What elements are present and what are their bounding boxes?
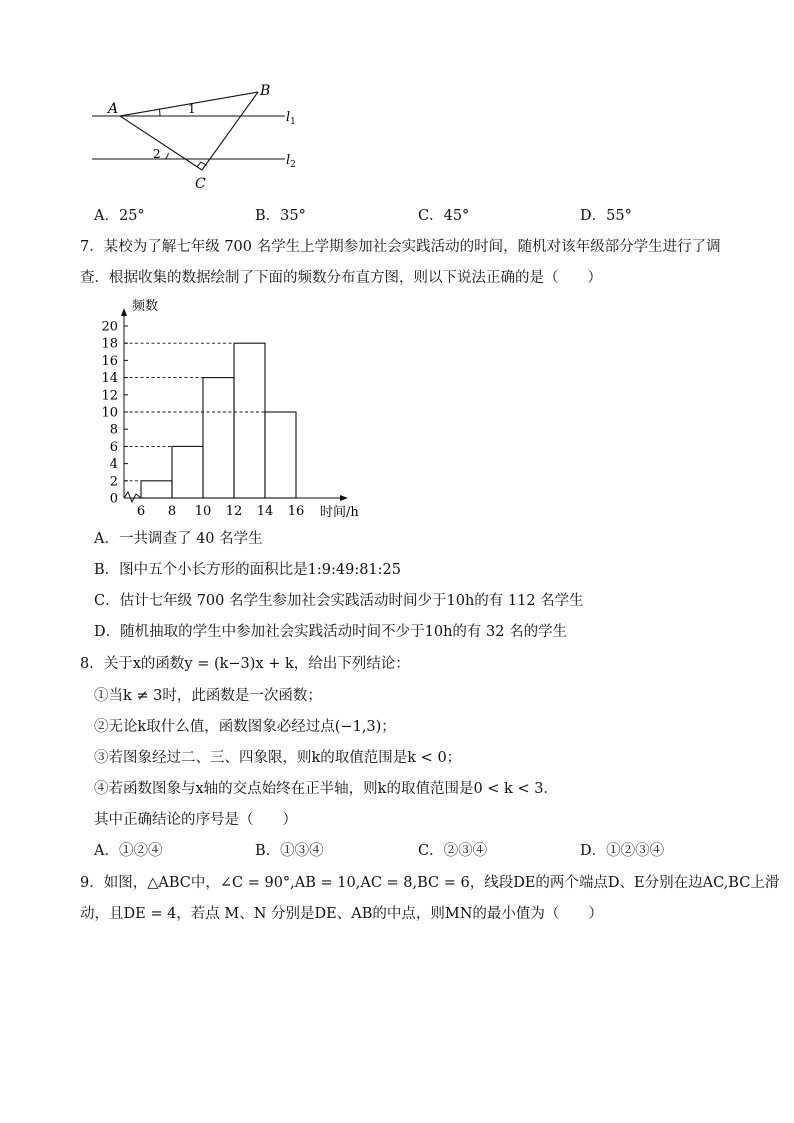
q8-stem: 8．关于x的函数y = (k−3)x + k，给出下列结论： xyxy=(80,656,410,672)
point-C-label: C xyxy=(195,176,206,192)
y-axis-label: 频数 xyxy=(132,299,159,314)
frequency-histogram xyxy=(80,292,380,527)
q8-item-1: ①当k ≠ 3时，此函数是一次函数； xyxy=(94,688,322,704)
y-tick-label: 12 xyxy=(101,388,118,404)
histogram-bar xyxy=(265,412,296,498)
q6-option-c[interactable]: C．45° xyxy=(418,208,470,224)
q8-item-4: ④若函数图象与x轴的交点始终在正半轴，则k的取值范围是0 < k < 3． xyxy=(94,781,558,797)
q8-option-d[interactable]: D．①②③④ xyxy=(580,843,665,859)
x-tick-label: 8 xyxy=(167,504,177,519)
angle-2-label: 2 xyxy=(153,147,161,161)
y-tick-label: 8 xyxy=(109,422,118,438)
point-A-label: A xyxy=(108,101,119,117)
q8-ask: 其中正确结论的序号是（ ） xyxy=(94,812,297,828)
q6-option-d[interactable]: D．55° xyxy=(580,208,632,224)
q8-item-3: ③若图象经过二、三、四象限，则k的取值范围是k < 0； xyxy=(94,750,462,766)
q8-option-a[interactable]: A．①②④ xyxy=(94,843,163,859)
histogram-bar xyxy=(172,446,203,498)
line-l2-label: $l_2$ xyxy=(286,153,296,170)
angle-1-label: 1 xyxy=(188,102,196,116)
q8-option-b[interactable]: B．①③④ xyxy=(255,843,324,859)
q7-option-d[interactable]: D．随机抽取的学生中参加社会实践活动时间不少于10h的有 32 名的学生 xyxy=(94,624,568,640)
x-tick-label: 10 xyxy=(194,504,212,519)
y-tick-label: 6 xyxy=(109,439,118,455)
histogram-bar xyxy=(203,378,234,498)
y-tick-label: 2 xyxy=(109,474,118,490)
y-tick-label: 0 xyxy=(109,491,118,507)
y-tick-label: 20 xyxy=(101,319,118,335)
q7-stem-line1: 7．某校为了解七年级 700 名学生上学期参加社会实践活动的时间，随机对该年级部分学生进行了调 xyxy=(80,239,721,255)
y-tick-label: 16 xyxy=(101,353,118,369)
x-axis-label: 时间/h xyxy=(320,505,359,520)
axis-break xyxy=(124,492,141,502)
y-tick-label: 10 xyxy=(101,405,118,421)
point-B-label: B xyxy=(260,83,271,99)
q6-option-b[interactable]: B．35° xyxy=(255,208,306,224)
q8-item-2: ②无论k取什么值，函数图象必经过点(−1,3)； xyxy=(94,719,396,735)
y-tick-label: 4 xyxy=(109,457,118,473)
q8-option-c[interactable]: C．②③④ xyxy=(418,843,488,859)
x-tick-label: 14 xyxy=(256,504,274,519)
q9-stem-line2: 动，且DE = 4，若点 M、N 分别是DE、AB的中点，则MN的最小值为（ ） xyxy=(80,906,603,922)
x-tick-label: 12 xyxy=(225,504,243,519)
q9-stem-line1: 9．如图，△ABC中，∠C = 90°,AB = 10,AC = 8,BC = 6，线段DE的两个端点D、E分别在边AC,BC上滑 xyxy=(80,875,780,891)
q7-option-a[interactable]: A．一共调查了 40 名学生 xyxy=(94,531,263,547)
q7-option-b[interactable]: B．图中五个小长方形的面积比是1:9:49:81:25 xyxy=(94,562,401,578)
y-axis-arrow xyxy=(121,308,127,316)
histogram-bar xyxy=(234,343,265,498)
x-tick-label: 16 xyxy=(287,504,305,519)
q7-stem-line2: 查．根据收集的数据绘制了下面的频数分布直方图，则以下说法正确的是（ ） xyxy=(80,270,602,286)
q7-option-c[interactable]: C．估计七年级 700 名学生参加社会实践活动时间少于10h的有 112 名学生 xyxy=(94,593,584,609)
histogram-bar xyxy=(141,481,172,498)
line-l1-label: $l_1$ xyxy=(286,110,296,127)
y-tick-label: 14 xyxy=(101,371,118,387)
q6-option-a[interactable]: A．25° xyxy=(94,208,145,224)
geometry-figure xyxy=(80,80,320,195)
x-axis-arrow xyxy=(340,495,348,501)
x-tick-label: 6 xyxy=(136,504,146,519)
y-tick-label: 18 xyxy=(101,336,118,352)
